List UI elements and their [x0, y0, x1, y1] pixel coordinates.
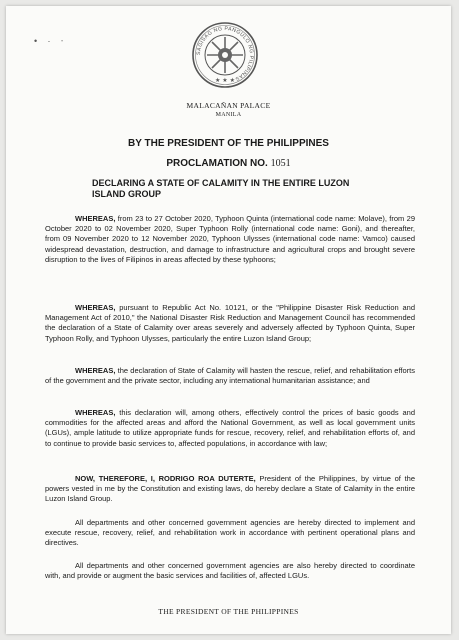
now-therefore-paragraph [45, 474, 415, 505]
paragraph-text: All departments and other concerned government agencies are also hereby directed to coordinate with, and provide or augment the basic services and facilities of, affected LGUs. [45, 561, 415, 581]
paragraph-text: this declaration will, among others, effectively control the prices of basic goods and commodities for the affected areas and afford the National Government, as well as local government units (LGUs), ample latitude to utilize appropriate funds for rescue, recovery, relief, and rehabilitation efforts of, and to continue to provide basic services to, affected populations, in accordance with law; [45, 408, 415, 448]
paragraph-text: from 23 to 27 October 2020, Typhoon Quinta (international code name: Molave), from 29 October 2020 to 02 November 2020, Super Typhoon Rolly (international code name: Goni), and thereafter, from 09 November 2020 to 12 November 2020, Typhoon Ulysses (international code name: Vamco) caused widespread devastation, destruction, and damage to infrastructure and agricultural crops and brought severe disruption to the lives of Filipinos in areas affected by these typhoons; [45, 214, 415, 264]
proclamation-number: 1051 [270, 158, 291, 169]
seal-ring-text: SAGISAG NG PANGULO NG PILIPINAS [195, 25, 255, 82]
directive-paragraph-2 [45, 561, 415, 581]
paragraph-lead: WHEREAS, [75, 408, 116, 417]
proclamation-label: PROCLAMATION NO. [166, 158, 268, 169]
svg-text:★ ★ ★: ★ ★ ★ [215, 77, 235, 84]
scan-specks: • ∙ ‧ [34, 36, 68, 46]
directive-paragraph-1 [45, 518, 415, 549]
whereas-paragraph-1 [45, 214, 415, 265]
paragraph-text: pursuant to Republic Act No. 10121, or the "Philippine Disaster Risk Reduction and Management Act of 2010," the National Disaster Risk Reduction and Management Council has recommended the declaration of a State of Calamity over areas severely and adversely affected by Typhoon Quinta, Super Typhoon Rolly, and Typhoon Ulysses, particularly the entire Luzon Island Group; [45, 303, 415, 343]
palace-name: MALACAÑAN PALACE [186, 101, 271, 110]
document-page [6, 6, 451, 634]
whereas-paragraph-3 [45, 366, 415, 386]
paragraph-text: the declaration of State of Calamity will hasten the rescue, relief, and rehabilitation efforts of the government and the private sector, including any international humanitarian assistance; and [45, 366, 415, 386]
paragraph-text: President of the Philippines, by virtue of the powers vested in me by the Constitution and existing laws, do hereby declare a State of Calamity in the entire Luzon Island Group. [45, 474, 415, 504]
palace-city: MANILA [215, 112, 242, 118]
paragraph-lead: WHEREAS, [75, 303, 116, 312]
paragraph-lead: WHEREAS, [75, 214, 116, 223]
issuer-heading: BY THE PRESIDENT OF THE PHILIPPINES [128, 138, 329, 149]
paragraph-lead: NOW, THEREFORE, I, RODRIGO ROA DUTERTE, [75, 474, 256, 483]
paragraph-lead: WHEREAS, [75, 366, 116, 375]
presidential-seal-icon [190, 20, 260, 90]
whereas-paragraph-4 [45, 408, 415, 449]
proclamation-heading [6, 158, 451, 169]
paragraph-text: All departments and other concerned government agencies are hereby directed to implement and execute rescue, recovery, relief, and rehabilitation work in accordance with pertinent operational plans and directives. [45, 518, 415, 548]
whereas-paragraph-2 [45, 303, 415, 344]
title-line: DECLARING A STATE OF CALAMITY IN THE ENTIRE LUZON [92, 178, 350, 188]
title-line: ISLAND GROUP [92, 189, 162, 199]
proclamation-title [92, 178, 392, 200]
signature-block: THE PRESIDENT OF THE PHILIPPINES [158, 607, 299, 616]
